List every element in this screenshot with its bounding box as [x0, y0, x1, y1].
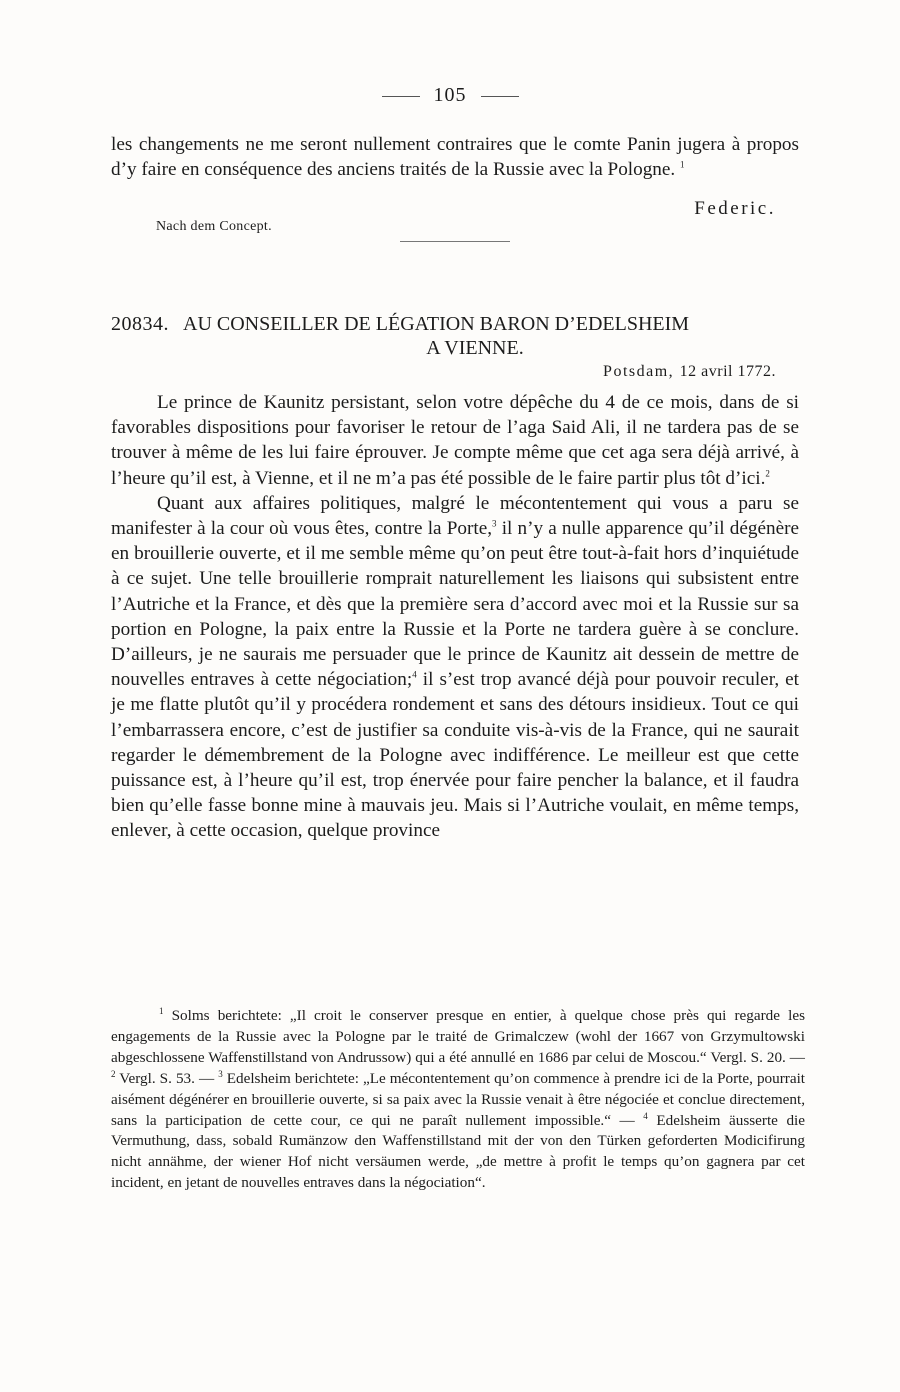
footnote-2-number: 2: [111, 1068, 116, 1079]
footnote-ref-2: 2: [765, 468, 770, 479]
paragraph-2-text-b: il n’y a nulle apparence qu’il dégénère en brouillerie ouverte, et il me semble même qu’on peut être tout-à-fait hors d’inquiétude à ce sujet. Une telle brouillerie romprait naturellement les liaisons qui subsistent entre l’Autriche et la France, et dès que la première sera d’accord avec moi et la Russie sur sa portion en Pologne, la paix entre la Russie et la Porte ne tardera guère à se conclure. D’ailleurs, je ne saurais me persuader que le prince de Kaunitz ait dessein de mettre de nouvelles entraves à cette négociation;: [111, 518, 799, 691]
footnote-4-text: Edelsheim äusserte die Vermuthung, dass, sobald Rumänzow den Waffenstillstand mit der von den Türken geforderten Modicifirung nicht annähme, der wiener Hof nicht versäumen werde, „de mettre à profit le temps qu’on gagnera par cet incident, en jetant de nouvelles entraves dans la négociation“.: [111, 1111, 806, 1192]
footnote-ref-1: 1: [680, 159, 685, 170]
footnote-4-number: 4: [643, 1110, 648, 1121]
paragraph-1-text: Le prince de Kaunitz persistant, selon votre dépêche du 4 de ce mois, dans de si favorables dispositions pour favoriser le retour de l’aga Said Ali, il ne tardera pas de se trouver à même de les lui faire éprouver. Je compte même que cet aga sera déjà arrivé, à l’heure qu’il est, à Vienne, et il ne m’a pas été possible de le faire partir plus tôt d’ici.: [111, 392, 799, 489]
letter-paragraph-1: [111, 390, 799, 491]
header-rule-right: [481, 96, 519, 97]
date: 12 avril 1772.: [679, 363, 776, 380]
continued-text: [111, 132, 799, 182]
footnote-1-number: 1: [159, 1005, 164, 1016]
footnote-ref-4: 4: [412, 669, 417, 680]
top-paragraph: [111, 132, 799, 182]
section-divider: [400, 241, 510, 242]
letter-body: [111, 390, 799, 844]
heading-line-2: A VIENNE.: [426, 337, 524, 359]
place: Potsdam,: [603, 363, 675, 380]
header-rule-left: [382, 96, 420, 97]
letter-number: 20834.: [111, 313, 169, 335]
letter-paragraph-2: [111, 491, 799, 844]
footnotes: [111, 1006, 805, 1194]
top-paragraph-text: les changements ne me seront nullement contraires que le comte Panin jugera à propos d’y faire en conséquence des anciens traités de la Russie avec la Pologne.: [111, 134, 799, 181]
footnote-3-text: Edelsheim berichtete: „Le mécontentement qu’on commence à prendre ici de la Porte, pourrait aisément dégénérer en brouillerie ouverte, si sa paix avec la Russie venait à être négociée et conclue directement, sans la participation de cette cour, ce qui ne paraît nullement impossible.“ —: [111, 1069, 806, 1129]
footnote-1-text: Solms berichtete: „Il croit le conserver presque en entier, à quelque chose près qui regarde les engagements de la Russie avec la Pologne par le traité de Grimalczew (wohl der 1667 von Grzymultowski abgeschlossene Waffenstillstand von Andrussow) qui a été annullé en 1686 par celui de Moscou.“ Vergl. S. 20. —: [111, 1007, 805, 1066]
footnote-block: [111, 1006, 805, 1194]
paragraph-2-text-c: il s’est trop avancé déjà pour pouvoir reculer, et je me flatte plutôt qu’il y procédera rondement et sans des détours insidieux. Tout ce qui l’embarrassera encore, c’est de justifier sa conduite vis-à-vis de la France, qui ne saurait regarder le démembrement de la Pologne avec indifférence. Le meilleur est que cette puissance est, à l’heure qu’il est, trop énervée pour faire pencher la balance, et il faudra bien qu’elle fasse bonne mine à mauvais jeu. Mais si l’Autriche voulait, en même temps, enlever, à cette occasion, quelque province: [111, 669, 800, 842]
source-note: Nach dem Concept.: [156, 219, 272, 234]
page-number: 105: [433, 84, 467, 106]
heading-line-1: AU CONSEILLER DE LÉGATION BARON D’EDELSHEIM: [183, 313, 690, 335]
place-date: [603, 363, 776, 381]
footnote-3-number: 3: [218, 1068, 223, 1079]
letter-heading: [111, 312, 799, 360]
footnote-ref-3: 3: [492, 518, 497, 529]
signature: Federic.: [694, 198, 776, 219]
paragraph-2-text-a: Quant aux affaires politiques, malgré le mécontentement qui vous a paru se manifester à la cour où vous êtes, contre la Porte,: [111, 492, 799, 540]
page-header: [0, 84, 900, 107]
footnote-2-text: Vergl. S. 53. —: [119, 1069, 215, 1087]
